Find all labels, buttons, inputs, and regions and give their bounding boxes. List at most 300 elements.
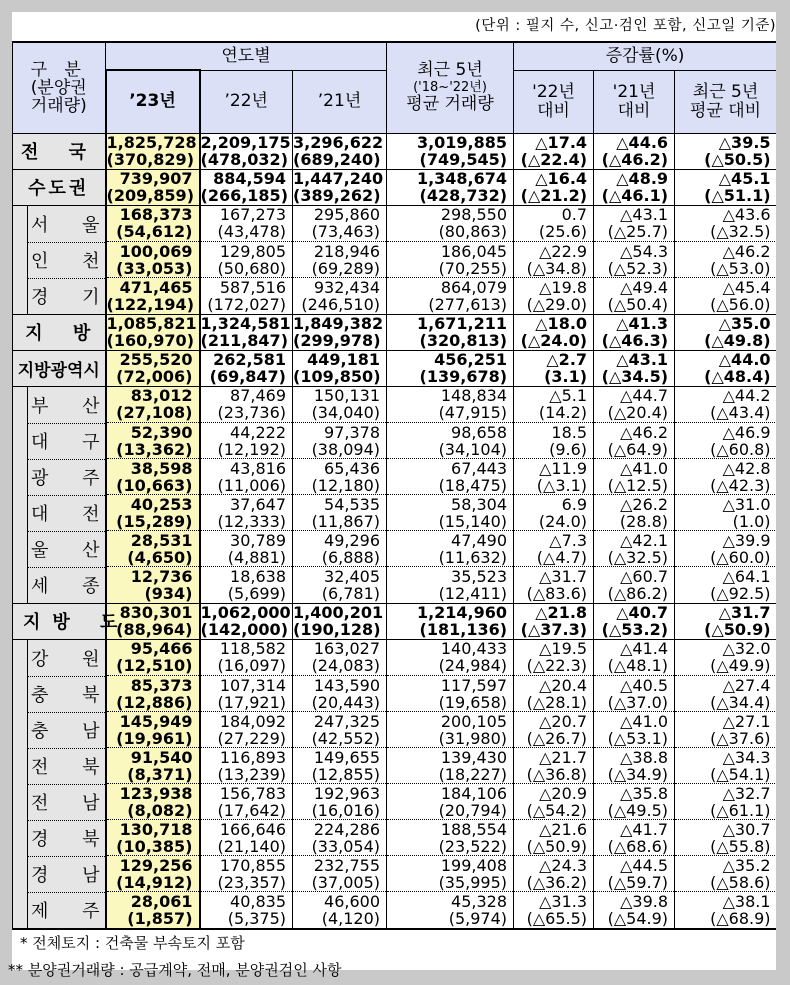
presale-value: (11,632) (438, 547, 508, 567)
row-label (13, 423, 114, 459)
rate-vs-2021 (594, 784, 675, 820)
presale-value: (139,678) (419, 367, 508, 386)
presale-value: (211,847) (200, 331, 288, 350)
value-2021 (293, 459, 387, 495)
presale-value: (△49.8) (704, 331, 771, 350)
presale-value: (24,984) (438, 656, 508, 676)
primary-value: 1,324,581 (200, 314, 291, 333)
row-label-text: 전 국 (21, 142, 99, 163)
primary-value: 163,027 (313, 639, 381, 659)
primary-value: 1,348,674 (416, 169, 508, 188)
presale-value: (△65.5) (526, 908, 588, 928)
presale-value: (△68.9) (710, 908, 771, 928)
primary-value: △49.4 (620, 277, 669, 297)
value-2022 (200, 784, 293, 820)
presale-value: (8,082) (127, 800, 193, 820)
presale-value: (△53.1) (607, 728, 669, 748)
primary-value: 170,855 (219, 855, 286, 875)
rate-vs-avg5 (675, 386, 777, 423)
primary-value: △35.2 (722, 855, 771, 875)
presale-value: (△42.3) (710, 475, 771, 495)
value-2023 (106, 676, 200, 712)
primary-value: 12,736 (130, 566, 193, 586)
presale-value: (△56.0) (710, 294, 771, 314)
rate-vs-2022 (514, 242, 594, 278)
table-row (13, 278, 777, 315)
primary-value: △19.8 (539, 277, 588, 297)
primary-value: △41.0 (620, 711, 669, 731)
primary-value: 199,408 (440, 855, 508, 875)
row-label (13, 639, 114, 676)
presale-value: (109,850) (293, 367, 381, 386)
row-label (13, 820, 114, 856)
primary-value: 224,286 (313, 819, 381, 839)
presale-value: (16,097) (217, 656, 286, 676)
value-2021 (293, 242, 387, 278)
presale-value: (5,375) (227, 908, 286, 928)
primary-value: 1,671,211 (416, 314, 508, 333)
rate-vs-avg5 (675, 495, 777, 531)
presale-value: (16,016) (311, 800, 381, 820)
presale-value: (△58.6) (710, 872, 771, 892)
presale-value: (19,961) (116, 728, 193, 748)
primary-value: △11.9 (539, 458, 588, 478)
presale-value: (34,104) (438, 439, 508, 459)
primary-value: △7.3 (549, 530, 588, 550)
header-vs-2021-line2: 대비 (617, 100, 651, 121)
presale-value: (24.0) (538, 511, 588, 531)
primary-value: 35,523 (451, 566, 508, 586)
value-2023 (106, 820, 200, 856)
primary-value: △41.3 (616, 314, 669, 333)
value-2023 (106, 748, 200, 784)
value-2021 (293, 856, 387, 892)
primary-value: 186,045 (440, 241, 508, 261)
rate-vs-2022 (514, 820, 594, 856)
table-row (13, 603, 777, 639)
row-label-text: 대 구 (31, 432, 114, 453)
primary-value: △43.1 (616, 350, 669, 369)
window-frame-right (776, 0, 790, 985)
primary-value: △43.6 (722, 205, 771, 225)
primary-value: △21.8 (535, 603, 588, 622)
value-2021 (293, 603, 387, 639)
row-label-text: 울 산 (31, 540, 114, 561)
primary-value: 129,256 (119, 855, 193, 875)
value-avg5 (387, 748, 514, 784)
presale-value: (172,027) (207, 294, 286, 314)
table-row (13, 386, 777, 423)
value-2022 (200, 133, 293, 169)
primary-value: △41.0 (620, 458, 669, 478)
presale-value: (47,915) (438, 403, 508, 423)
rate-vs-2021 (594, 278, 675, 315)
table-row (13, 784, 777, 820)
presale-value: (4,650) (127, 547, 193, 567)
table-row (13, 169, 777, 205)
primary-value: 143,590 (313, 675, 381, 695)
presale-value: (△29.0) (526, 294, 588, 314)
primary-value: 167,273 (219, 205, 286, 225)
presale-value: (266,185) (200, 186, 288, 205)
value-2022 (200, 205, 293, 242)
rate-vs-avg5 (675, 205, 777, 242)
presale-value: (17,642) (217, 800, 286, 820)
presale-value: (△54.2) (526, 800, 588, 820)
row-label-text: 수도권 (28, 178, 90, 199)
row-label-text: 인 천 (31, 251, 114, 272)
rate-vs-2021 (594, 712, 675, 748)
value-2023 (106, 712, 200, 748)
presale-value: (23,357) (217, 872, 286, 892)
table-row (13, 531, 777, 567)
value-2023 (106, 314, 200, 350)
header-vs-avg5-line2: 평균 대비 (689, 100, 762, 121)
table-row (13, 856, 777, 892)
presale-value: (428,732) (419, 186, 508, 205)
row-label (13, 567, 114, 604)
table-row (13, 350, 777, 386)
primary-value: △54.3 (620, 241, 669, 261)
rate-vs-avg5 (675, 856, 777, 892)
primary-value: △32.7 (722, 783, 771, 803)
primary-value: 18.5 (551, 422, 588, 442)
rate-vs-2021 (594, 639, 675, 676)
primary-value: △24.3 (539, 855, 588, 875)
primary-value: 932,434 (313, 277, 381, 297)
presale-value: (△28.1) (526, 692, 588, 712)
presale-value: (31,980) (438, 728, 508, 748)
primary-value: △46.2 (620, 422, 669, 442)
row-label (13, 314, 106, 350)
presale-value: (△36.2) (526, 872, 588, 892)
primary-value: 49,296 (324, 530, 381, 550)
table-body (13, 133, 777, 929)
primary-value: 54,535 (324, 494, 381, 514)
primary-value: 52,390 (130, 422, 193, 442)
presale-value: (△55.8) (710, 836, 771, 856)
value-avg5 (387, 892, 514, 929)
header-category (13, 42, 106, 133)
presale-value: (181,136) (419, 620, 508, 639)
presale-value: (△34.8) (526, 258, 588, 278)
value-2021 (293, 350, 387, 386)
presale-value: (△46.3) (601, 331, 669, 350)
presale-value: (13,362) (116, 439, 193, 459)
presale-value: (20,443) (311, 692, 381, 712)
presale-value: (△50.9) (704, 620, 771, 639)
row-label-text: 지방광역시 (17, 360, 100, 381)
presale-value: (689,240) (293, 150, 381, 169)
presale-value: (△46.1) (601, 186, 669, 205)
primary-value: 28,531 (130, 530, 193, 550)
primary-value: △35.8 (620, 783, 669, 803)
value-avg5 (387, 133, 514, 169)
primary-value: 32,405 (324, 566, 381, 586)
presale-value: (27,229) (217, 728, 286, 748)
rate-vs-2022 (514, 314, 594, 350)
rate-vs-avg5 (675, 278, 777, 315)
primary-value: 200,105 (440, 711, 508, 731)
rate-vs-avg5 (675, 639, 777, 676)
presale-value: (△50.5) (704, 150, 771, 169)
header-avg5-line1: 최근 5년 (417, 60, 483, 81)
presale-value: (28.8) (619, 511, 669, 531)
header-category-line1: 구 분 (30, 59, 87, 80)
value-avg5 (387, 242, 514, 278)
row-label (13, 169, 106, 205)
presale-value: (△92.5) (710, 583, 771, 603)
row-label-text: 충 북 (31, 685, 114, 706)
presale-value: (△37.6) (710, 728, 771, 748)
presale-value: (69,847) (209, 367, 286, 386)
primary-value: 255,520 (119, 350, 193, 369)
rate-vs-2021 (594, 314, 675, 350)
row-label (13, 892, 114, 929)
value-2023 (106, 350, 200, 386)
rate-vs-2021 (594, 856, 675, 892)
header-2023: ’23년 (106, 70, 200, 133)
primary-value: 156,783 (219, 783, 286, 803)
table-row (13, 712, 777, 748)
value-avg5 (387, 205, 514, 242)
value-2022 (200, 423, 293, 459)
presale-value: (△36.8) (526, 764, 588, 784)
primary-value: △31.3 (539, 891, 588, 911)
row-label-text: 경 북 (31, 829, 114, 850)
presale-value: (△50.9) (526, 836, 588, 856)
presale-value: (24,083) (311, 656, 381, 676)
rate-vs-avg5 (675, 748, 777, 784)
value-avg5 (387, 531, 514, 567)
value-2023 (106, 169, 200, 205)
presale-value: (478,032) (200, 150, 288, 169)
header-vs-2021 (594, 70, 675, 133)
rate-vs-2022 (514, 531, 594, 567)
primary-value: △44.6 (616, 133, 669, 152)
primary-value: 3,296,622 (293, 133, 384, 152)
rate-vs-avg5 (675, 169, 777, 205)
primary-value: 145,949 (119, 711, 193, 731)
primary-value: 295,860 (313, 205, 381, 225)
table-row (13, 495, 777, 531)
rate-vs-2021 (594, 350, 675, 386)
value-2023 (106, 242, 200, 278)
primary-value: 98,658 (451, 422, 508, 442)
value-avg5 (387, 676, 514, 712)
primary-value: 192,963 (313, 783, 381, 803)
primary-value: △41.7 (620, 819, 669, 839)
rate-vs-2022 (514, 567, 594, 604)
row-label (13, 459, 114, 495)
presale-value: (370,829) (106, 150, 194, 169)
primary-value: 218,946 (313, 241, 381, 261)
row-label (13, 784, 114, 820)
row-label (13, 278, 114, 315)
presale-value: (△37.0) (607, 692, 669, 712)
header-vs-2022 (514, 70, 594, 133)
primary-value: 184,092 (219, 711, 286, 731)
primary-value: 247,325 (313, 711, 381, 731)
value-2023 (106, 133, 200, 169)
row-label (13, 531, 114, 567)
presale-value: (△61.1) (710, 800, 771, 820)
presale-value: (6,888) (321, 547, 381, 567)
primary-value: 18,638 (230, 566, 286, 586)
presale-value: (88,964) (116, 620, 193, 639)
row-label (13, 676, 114, 712)
presale-value: (246,510) (301, 294, 381, 314)
rate-vs-2021 (594, 386, 675, 423)
presale-value: (△48.4) (704, 367, 771, 386)
value-2022 (200, 820, 293, 856)
primary-value: 188,554 (440, 819, 508, 839)
row-label-text: 경 남 (31, 865, 114, 886)
presale-value: (21,140) (217, 836, 286, 856)
primary-value: 150,131 (313, 386, 381, 406)
rate-vs-avg5 (675, 820, 777, 856)
row-label-text: 강 원 (31, 648, 114, 670)
value-2023 (106, 278, 200, 315)
value-2023 (106, 495, 200, 531)
value-avg5 (387, 278, 514, 315)
header-by-year: 연도별 (106, 42, 387, 70)
presale-value: (160,970) (106, 331, 194, 350)
header-vs-2022-line2: 대비 (537, 100, 570, 121)
value-avg5 (387, 350, 514, 386)
value-2022 (200, 676, 293, 712)
primary-value: 1,214,960 (416, 603, 508, 622)
primary-value: △21.6 (539, 819, 588, 839)
value-2022 (200, 603, 293, 639)
presale-value: (389,262) (293, 186, 381, 205)
primary-value: 1,447,240 (293, 169, 384, 188)
presale-value: (42,552) (311, 728, 381, 748)
value-avg5 (387, 603, 514, 639)
header-category-line3: 거래량) (30, 95, 87, 116)
footnotes (12, 933, 245, 954)
primary-value: 864,079 (440, 277, 508, 297)
presale-value: (△4.7) (536, 547, 588, 567)
rate-vs-avg5 (675, 350, 777, 386)
row-label (13, 748, 114, 784)
primary-value: △45.1 (718, 169, 771, 188)
presale-value: (18,227) (438, 764, 508, 784)
primary-value: 118,582 (219, 639, 286, 659)
primary-value: 129,805 (219, 241, 286, 261)
presale-value: (△60.0) (710, 547, 771, 567)
presale-value: (38,094) (311, 439, 381, 459)
rate-vs-2022 (514, 205, 594, 242)
rate-vs-2022 (514, 495, 594, 531)
presale-value: (△64.9) (607, 439, 669, 459)
row-label (13, 242, 114, 278)
primary-value: 91,540 (130, 747, 193, 767)
primary-value: 2,209,175 (200, 133, 291, 152)
primary-value: △27.4 (722, 675, 771, 695)
row-label (13, 495, 114, 531)
rate-vs-2021 (594, 676, 675, 712)
rate-vs-2021 (594, 242, 675, 278)
primary-value: 47,490 (451, 530, 508, 550)
rate-vs-avg5 (675, 784, 777, 820)
primary-value: △44.0 (718, 350, 771, 369)
value-2022 (200, 712, 293, 748)
primary-value: 28,061 (130, 891, 193, 911)
value-2023 (106, 856, 200, 892)
presale-value: (△25.7) (607, 222, 669, 242)
primary-value: △30.7 (722, 819, 771, 839)
presale-value: (△50.4) (607, 294, 669, 314)
primary-value: △44.2 (722, 386, 771, 406)
value-2022 (200, 169, 293, 205)
primary-value: 449,181 (307, 350, 381, 369)
presale-value: (12,192) (217, 439, 286, 459)
primary-value: 97,378 (324, 422, 381, 442)
presale-value: (△21.2) (520, 186, 588, 205)
presale-value: (23,736) (217, 403, 286, 423)
presale-value: (△51.1) (704, 186, 771, 205)
row-label-text: 지방 도 (23, 612, 130, 633)
rate-vs-2022 (514, 169, 594, 205)
presale-value: (△3.1) (536, 475, 588, 495)
value-2023 (106, 386, 200, 423)
primary-value: 587,516 (219, 277, 286, 297)
primary-value: △2.7 (546, 350, 588, 369)
primary-value: 30,789 (230, 530, 286, 550)
presale-value: (△34.4) (710, 692, 771, 712)
primary-value: 116,893 (219, 747, 286, 767)
value-2021 (293, 784, 387, 820)
rate-vs-2021 (594, 531, 675, 567)
primary-value: 149,655 (313, 747, 381, 767)
primary-value: △22.9 (539, 241, 588, 261)
value-avg5 (387, 639, 514, 676)
presale-value: (△43.4) (710, 403, 771, 423)
primary-value: 232,755 (313, 855, 381, 875)
value-2022 (200, 856, 293, 892)
table-row (13, 820, 777, 856)
primary-value: 38,598 (130, 458, 193, 478)
presale-value: (20,794) (438, 800, 508, 820)
row-label-text: 지 방 (25, 323, 103, 344)
presale-value: (33,053) (116, 258, 193, 278)
value-2021 (293, 676, 387, 712)
primary-value: △31.7 (718, 603, 771, 622)
presale-value: (1,857) (127, 908, 193, 928)
rate-vs-2022 (514, 278, 594, 315)
presale-value: (12,333) (217, 511, 286, 531)
primary-value: △27.1 (722, 711, 771, 731)
presale-value: (50,680) (217, 258, 286, 278)
rate-vs-avg5 (675, 567, 777, 604)
primary-value: △48.9 (616, 169, 669, 188)
row-label (13, 205, 114, 242)
presale-value: (35,995) (438, 872, 508, 892)
row-label-text: 전 북 (31, 757, 114, 778)
presale-value: (142,000) (200, 620, 288, 639)
rate-vs-2021 (594, 459, 675, 495)
rate-vs-2022 (514, 748, 594, 784)
primary-value: 46,600 (324, 891, 381, 911)
presale-value: (11,867) (311, 511, 381, 531)
table-row (13, 314, 777, 350)
presale-value: (73,463) (311, 222, 381, 242)
presale-value: (△22.3) (526, 656, 588, 676)
primary-value: △64.1 (722, 566, 771, 586)
value-2022 (200, 459, 293, 495)
value-2022 (200, 531, 293, 567)
